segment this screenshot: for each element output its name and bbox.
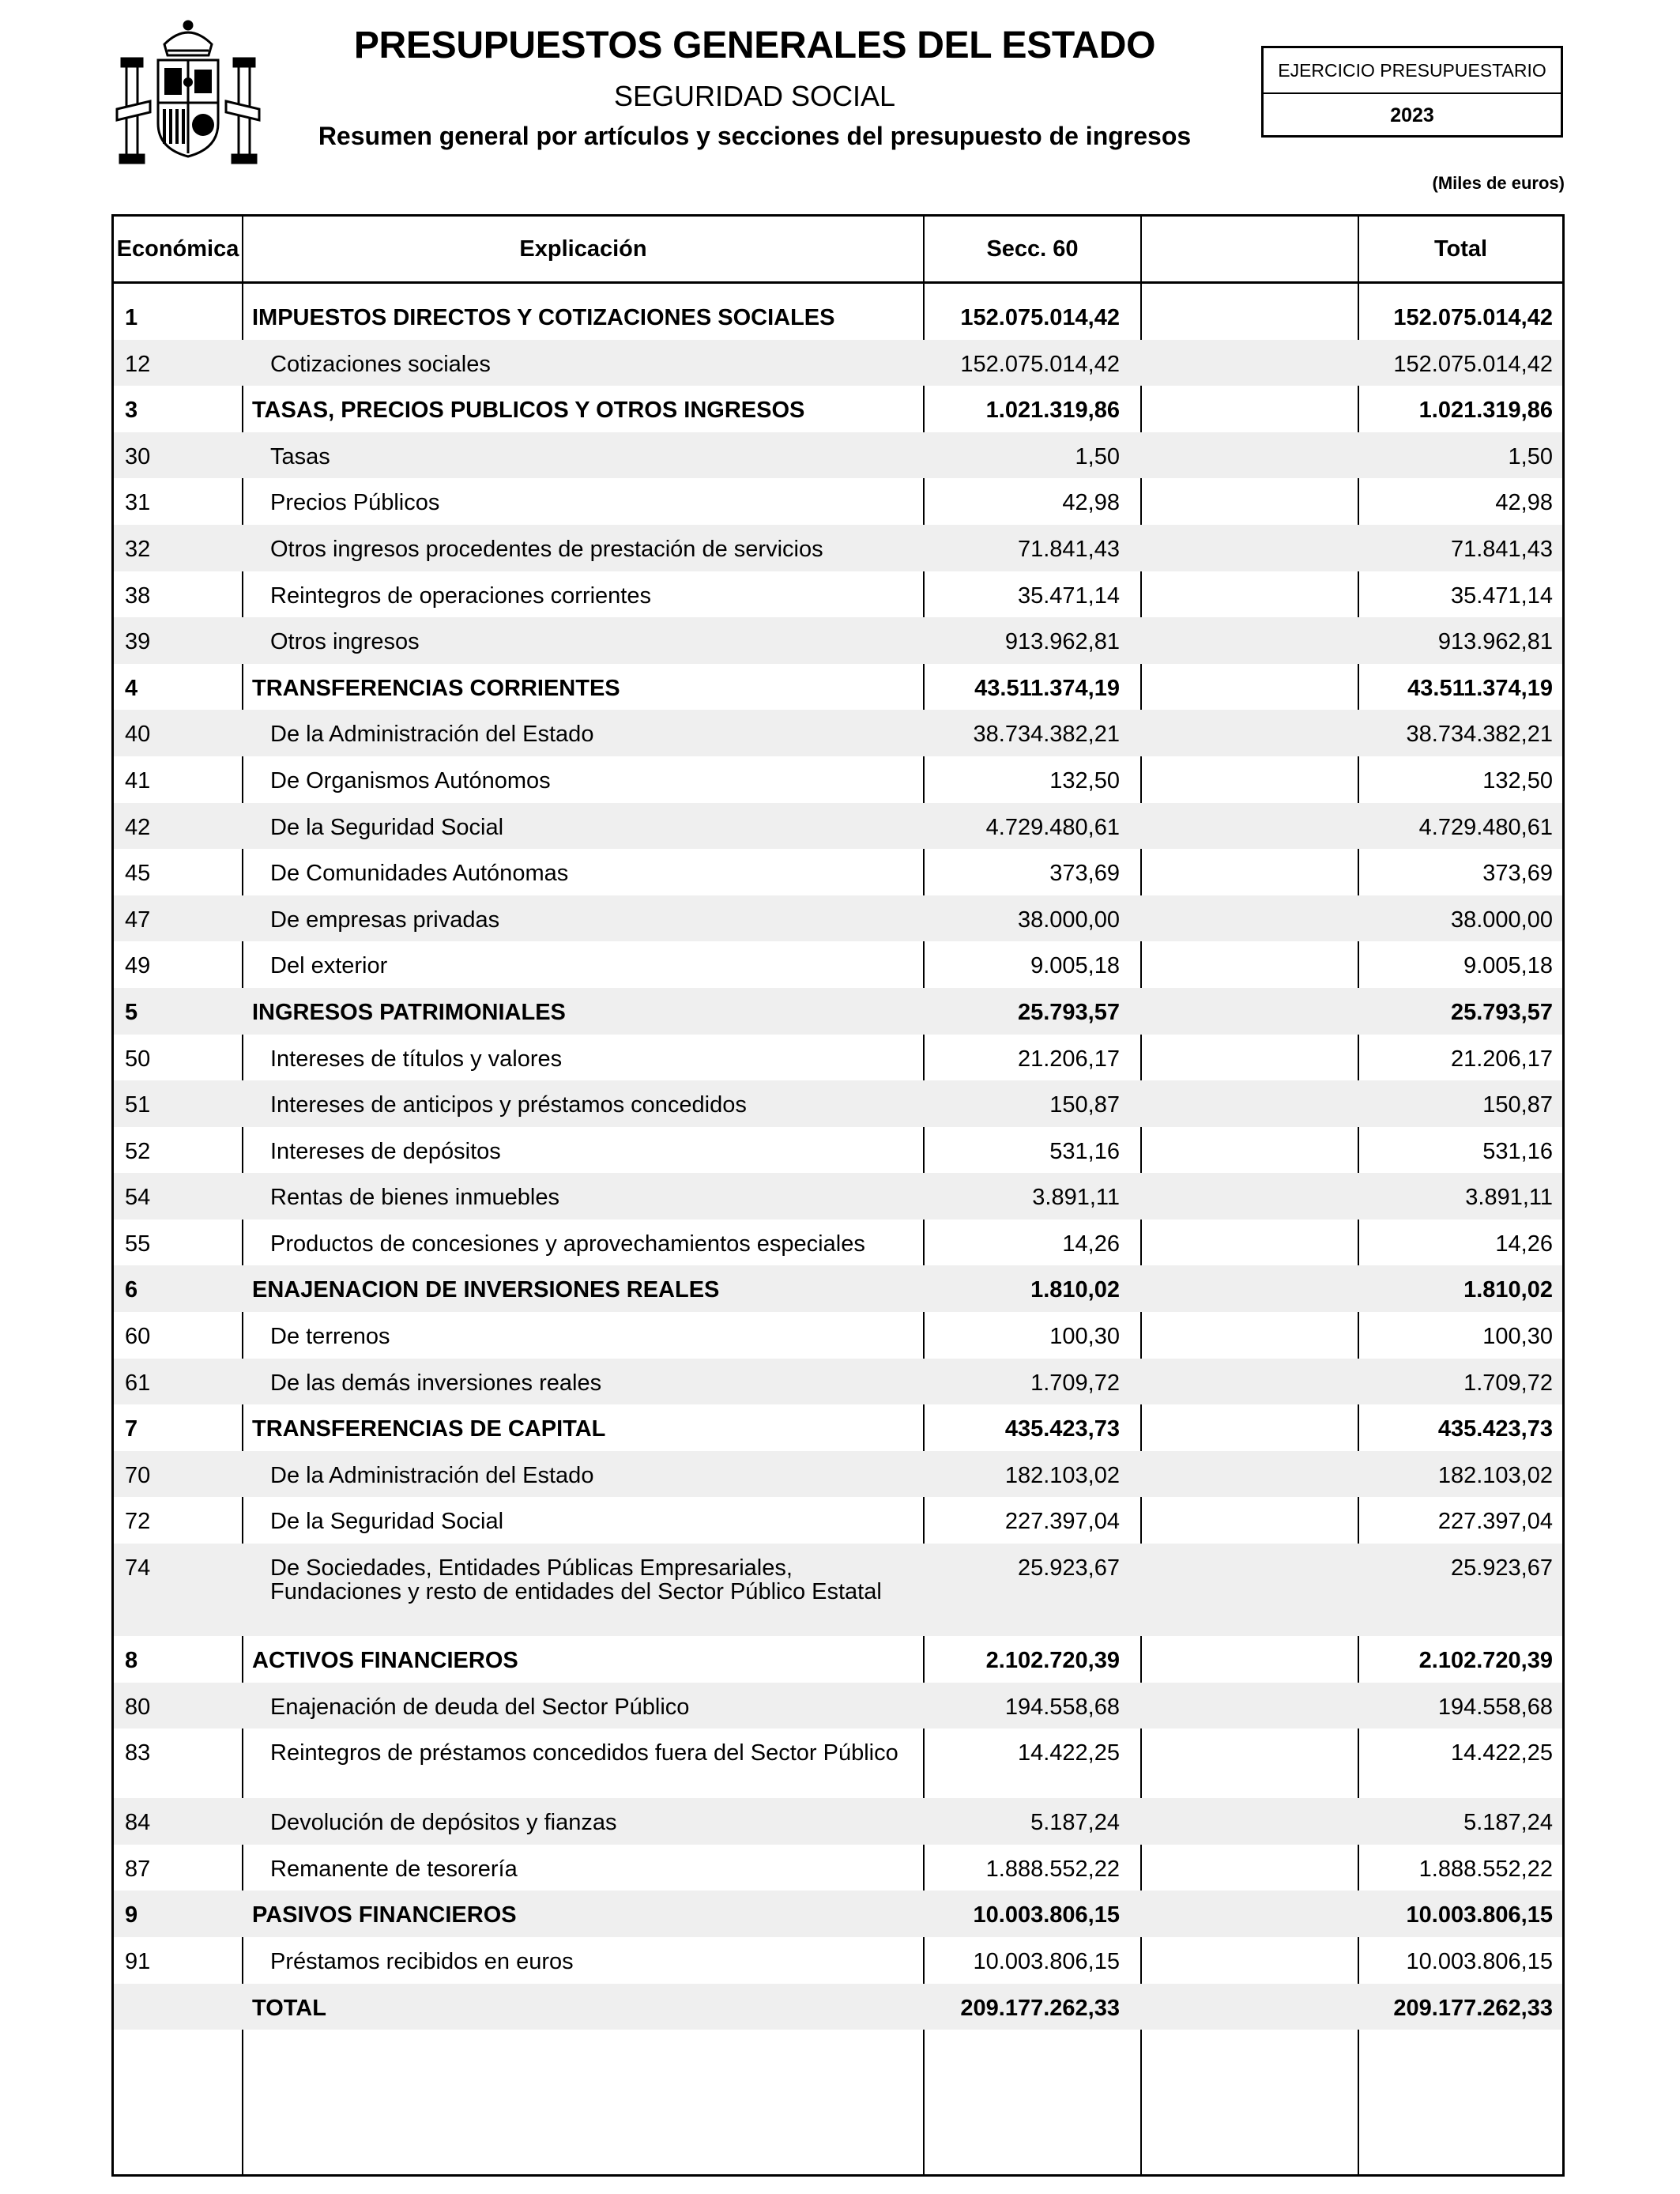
- row-secc60-amount: 435.423,73: [1004, 1416, 1120, 1442]
- row-description: INGRESOS PATRIMONIALES: [252, 999, 566, 1025]
- row-description: De la Administración del Estado: [270, 1462, 594, 1488]
- row-total-amount: 2.102.720,39: [1418, 1648, 1553, 1674]
- row-secc60-amount: 3.891,11: [1032, 1185, 1120, 1211]
- row-total-amount: 38.734.382,21: [1406, 722, 1553, 748]
- row-secc60-amount: 42,98: [1062, 490, 1120, 516]
- row-total-amount: 25.923,67: [1450, 1555, 1553, 1581]
- document-description: Resumen general por artículos y secciones del presupuesto de ingresos: [318, 122, 1192, 150]
- table-row: [114, 1265, 1562, 1312]
- row-secc60-amount: 5.187,24: [1030, 1810, 1120, 1836]
- row-code: 9: [125, 1902, 138, 1928]
- row-code: 31: [125, 490, 151, 516]
- row-total-amount: 9.005,18: [1463, 953, 1553, 979]
- budget-table: [111, 214, 1565, 2177]
- row-secc60-amount: 4.729.480,61: [985, 814, 1120, 840]
- row-description: De Sociedades, Entidades Públicas Empresariales, Fundaciones y resto de entidades del Sector Público Estatal: [270, 1555, 882, 1605]
- row-code: 1: [125, 305, 138, 330]
- row-secc60-amount: 10.003.806,15: [973, 1902, 1120, 1928]
- row-code: 12: [125, 351, 151, 377]
- row-secc60-amount: 35.471,14: [1017, 582, 1120, 609]
- table-row: [114, 1497, 1562, 1544]
- row-total-amount: 373,69: [1482, 861, 1553, 887]
- row-code: 80: [125, 1694, 151, 1720]
- row-description: Intereses de depósitos: [270, 1138, 501, 1164]
- row-description: PASIVOS FINANCIEROS: [252, 1902, 517, 1928]
- row-total-amount: 132,50: [1482, 767, 1553, 794]
- row-description: De las demás inversiones reales: [270, 1370, 602, 1396]
- row-code: 40: [125, 722, 151, 748]
- table-total-row: [114, 1984, 1562, 2030]
- row-secc60-amount: 1.709,72: [1030, 1370, 1120, 1396]
- table-row: [114, 340, 1562, 386]
- row-secc60-amount: 194.558,68: [1004, 1694, 1120, 1720]
- row-description: ACTIVOS FINANCIEROS: [252, 1648, 518, 1674]
- row-secc60-amount: 43.511.374,19: [974, 675, 1120, 701]
- row-description: TRANSFERENCIAS CORRIENTES: [252, 675, 620, 701]
- row-total-amount: 5.187,24: [1463, 1810, 1553, 1836]
- row-description: TOTAL: [252, 1995, 326, 2021]
- row-code: 32: [125, 536, 151, 562]
- row-secc60-amount: 14.422,25: [1017, 1740, 1120, 1766]
- row-code: 39: [125, 629, 151, 655]
- row-description: Precios Públicos: [270, 490, 440, 516]
- row-description: De Organismos Autónomos: [270, 767, 551, 794]
- units-note: (Miles de euros): [1432, 173, 1565, 193]
- table-row: [114, 1937, 1562, 1984]
- exercise-year: 2023: [1390, 104, 1434, 126]
- row-code: 55: [125, 1231, 151, 1257]
- row-description: De Comunidades Autónomas: [270, 861, 569, 887]
- row-description: Préstamos recibidos en euros: [270, 1949, 574, 1975]
- row-code: 52: [125, 1138, 151, 1164]
- row-code: 38: [125, 582, 151, 609]
- row-secc60-amount: 21.206,17: [1017, 1046, 1120, 1072]
- row-total-amount: 152.075.014,42: [1393, 305, 1553, 330]
- table-row: [114, 1080, 1562, 1127]
- table-row: [114, 941, 1562, 988]
- document-title: PRESUPUESTOS GENERALES DEL ESTADO: [353, 25, 1156, 66]
- row-total-amount: 71.841,43: [1450, 536, 1553, 562]
- table-row: [114, 1544, 1562, 1636]
- table-row: [114, 1891, 1562, 1937]
- row-code: 50: [125, 1046, 151, 1072]
- row-code: 42: [125, 814, 151, 840]
- row-total-amount: 35.471,14: [1450, 582, 1553, 609]
- row-code: 72: [125, 1509, 151, 1535]
- row-code: 49: [125, 953, 151, 979]
- row-secc60-amount: 9.005,18: [1030, 953, 1120, 979]
- row-secc60-amount: 100,30: [1049, 1324, 1120, 1350]
- row-code: 54: [125, 1185, 151, 1211]
- row-total-amount: 435.423,73: [1437, 1416, 1553, 1442]
- table-row: [114, 988, 1562, 1035]
- row-total-amount: 43.511.374,19: [1407, 675, 1553, 701]
- row-secc60-amount: 227.397,04: [1004, 1509, 1120, 1535]
- table-row: [114, 849, 1562, 895]
- document-subtitle: SEGURIDAD SOCIAL: [613, 80, 896, 112]
- row-code: 41: [125, 767, 151, 794]
- row-secc60-amount: 132,50: [1049, 767, 1120, 794]
- coat-of-arms-icon: [109, 14, 267, 172]
- row-total-amount: 152.075.014,42: [1393, 351, 1553, 377]
- row-secc60-amount: 182.103,02: [1004, 1462, 1120, 1488]
- row-total-amount: 1,50: [1508, 443, 1553, 469]
- row-code: 5: [125, 999, 138, 1025]
- row-description: Otros ingresos: [270, 629, 420, 655]
- row-secc60-amount: 152.075.014,42: [960, 305, 1120, 330]
- row-description: De empresas privadas: [270, 907, 500, 933]
- table-row: [114, 1451, 1562, 1498]
- row-description: De la Administración del Estado: [270, 722, 594, 748]
- row-code: 83: [125, 1740, 151, 1766]
- row-code: 70: [125, 1462, 151, 1488]
- row-description: De la Seguridad Social: [270, 814, 504, 840]
- row-secc60-amount: 1.810,02: [1030, 1277, 1120, 1303]
- row-description: De la Seguridad Social: [270, 1509, 504, 1535]
- row-code: 45: [125, 861, 151, 887]
- row-code: 4: [125, 675, 138, 701]
- row-total-amount: 14,26: [1495, 1231, 1553, 1257]
- row-secc60-amount: 1.021.319,86: [985, 398, 1120, 424]
- row-secc60-amount: 10.003.806,15: [973, 1949, 1120, 1975]
- row-code: 61: [125, 1370, 151, 1396]
- row-secc60-amount: 1,50: [1075, 443, 1120, 469]
- row-description: Enajenación de deuda del Sector Público: [270, 1694, 690, 1720]
- row-total-amount: 913.962,81: [1437, 629, 1553, 655]
- row-total-amount: 14.422,25: [1450, 1740, 1553, 1766]
- row-secc60-amount: 150,87: [1049, 1092, 1120, 1118]
- row-code: 51: [125, 1092, 151, 1118]
- row-secc60-amount: 531,16: [1049, 1138, 1120, 1164]
- column-header-explicacion: Explicación: [519, 236, 647, 262]
- row-code: 47: [125, 907, 151, 933]
- row-total-amount: 194.558,68: [1437, 1694, 1553, 1720]
- table-row: [114, 1127, 1562, 1174]
- table-row: [114, 432, 1562, 479]
- row-code: 3: [125, 398, 138, 424]
- table-row: [114, 664, 1562, 711]
- row-secc60-amount: 2.102.720,39: [985, 1648, 1120, 1674]
- table-row: [114, 1845, 1562, 1891]
- table-row: [114, 293, 1562, 340]
- row-total-amount: 227.397,04: [1437, 1509, 1553, 1535]
- table-row: [114, 1220, 1562, 1266]
- table-row: [114, 710, 1562, 756]
- row-code: 6: [125, 1277, 138, 1303]
- table-row: [114, 386, 1562, 432]
- row-secc60-amount: 25.923,67: [1017, 1555, 1120, 1581]
- row-description: Reintegros de préstamos concedidos fuera del Sector Público: [270, 1740, 898, 1766]
- exercise-box: [1261, 46, 1563, 138]
- table-header-row: [114, 217, 1562, 284]
- row-description: Rentas de bienes inmuebles: [270, 1185, 559, 1211]
- row-total-amount: 1.810,02: [1463, 1277, 1553, 1303]
- row-secc60-amount: 152.075.014,42: [960, 351, 1120, 377]
- table-row: [114, 1636, 1562, 1683]
- row-description: Del exterior: [270, 953, 388, 979]
- row-code: 8: [125, 1648, 138, 1674]
- row-total-amount: 1.021.319,86: [1418, 398, 1553, 424]
- row-total-amount: 209.177.262,33: [1393, 1995, 1553, 2021]
- row-total-amount: 42,98: [1495, 490, 1553, 516]
- row-secc60-amount: 913.962,81: [1004, 629, 1120, 655]
- table-row: [114, 1359, 1562, 1405]
- row-total-amount: 1.709,72: [1463, 1370, 1553, 1396]
- table-row: [114, 1404, 1562, 1451]
- column-header-empty: [1142, 217, 1358, 281]
- row-code: 30: [125, 443, 151, 469]
- row-description: TASAS, PRECIOS PUBLICOS Y OTROS INGRESOS: [252, 398, 805, 424]
- row-total-amount: 10.003.806,15: [1406, 1949, 1553, 1975]
- row-total-amount: 531,16: [1482, 1138, 1553, 1164]
- row-secc60-amount: 71.841,43: [1017, 536, 1120, 562]
- row-description: TRANSFERENCIAS DE CAPITAL: [252, 1416, 606, 1442]
- row-description: Productos de concesiones y aprovechamientos especiales: [270, 1231, 865, 1257]
- row-description: De terrenos: [270, 1324, 390, 1350]
- row-secc60-amount: 373,69: [1049, 861, 1120, 887]
- column-header-total: Total: [1433, 236, 1488, 262]
- table-row: [114, 571, 1562, 618]
- row-description: ENAJENACION DE INVERSIONES REALES: [252, 1277, 720, 1303]
- row-total-amount: 10.003.806,15: [1406, 1902, 1553, 1928]
- table-body: [114, 293, 1562, 2030]
- table-row: [114, 1035, 1562, 1081]
- row-total-amount: 182.103,02: [1437, 1462, 1553, 1488]
- row-total-amount: 4.729.480,61: [1418, 814, 1553, 840]
- column-header-economica: Económica: [116, 236, 239, 262]
- exercise-label: EJERCICIO PRESUPUESTARIO: [1264, 48, 1561, 94]
- table-row: [114, 1173, 1562, 1220]
- row-description: Intereses de títulos y valores: [270, 1046, 563, 1072]
- row-code: 91: [125, 1949, 151, 1975]
- table-row: [114, 1683, 1562, 1729]
- row-description: IMPUESTOS DIRECTOS Y COTIZACIONES SOCIALES: [252, 305, 835, 330]
- row-code: 84: [125, 1810, 151, 1836]
- row-code: 87: [125, 1856, 151, 1882]
- table-row: [114, 1798, 1562, 1845]
- row-description: Intereses de anticipos y préstamos concedidos: [270, 1092, 747, 1118]
- table-row: [114, 803, 1562, 850]
- row-secc60-amount: 14,26: [1062, 1231, 1120, 1257]
- row-secc60-amount: 1.888.552,22: [985, 1856, 1120, 1882]
- table-row: [114, 478, 1562, 525]
- row-description: Devolución de depósitos y fianzas: [270, 1810, 617, 1836]
- row-total-amount: 1.888.552,22: [1418, 1856, 1553, 1882]
- row-description: Reintegros de operaciones corrientes: [270, 582, 651, 609]
- row-total-amount: 150,87: [1482, 1092, 1553, 1118]
- table-row: [114, 1312, 1562, 1359]
- row-code: 7: [125, 1416, 138, 1442]
- table-row: [114, 525, 1562, 571]
- row-code: 74: [125, 1555, 151, 1581]
- table-row: [114, 617, 1562, 664]
- row-total-amount: 21.206,17: [1450, 1046, 1553, 1072]
- row-total-amount: 3.891,11: [1465, 1185, 1553, 1211]
- row-total-amount: 38.000,00: [1450, 907, 1553, 933]
- column-header-secc60: Secc. 60: [986, 236, 1079, 262]
- table-row: [114, 756, 1562, 803]
- row-description: Cotizaciones sociales: [270, 351, 491, 377]
- row-description: Remanente de tesorería: [270, 1856, 518, 1882]
- row-total-amount: 100,30: [1482, 1324, 1553, 1350]
- row-secc60-amount: 25.793,57: [1017, 999, 1120, 1025]
- table-row: [114, 1728, 1562, 1798]
- row-code: 60: [125, 1324, 151, 1350]
- row-description: Otros ingresos procedentes de prestación de servicios: [270, 536, 823, 562]
- row-description: Tasas: [270, 443, 330, 469]
- row-total-amount: 25.793,57: [1450, 999, 1553, 1025]
- row-secc60-amount: 209.177.262,33: [960, 1995, 1120, 2021]
- row-secc60-amount: 38.734.382,21: [973, 722, 1120, 748]
- row-secc60-amount: 38.000,00: [1017, 907, 1120, 933]
- table-row: [114, 895, 1562, 942]
